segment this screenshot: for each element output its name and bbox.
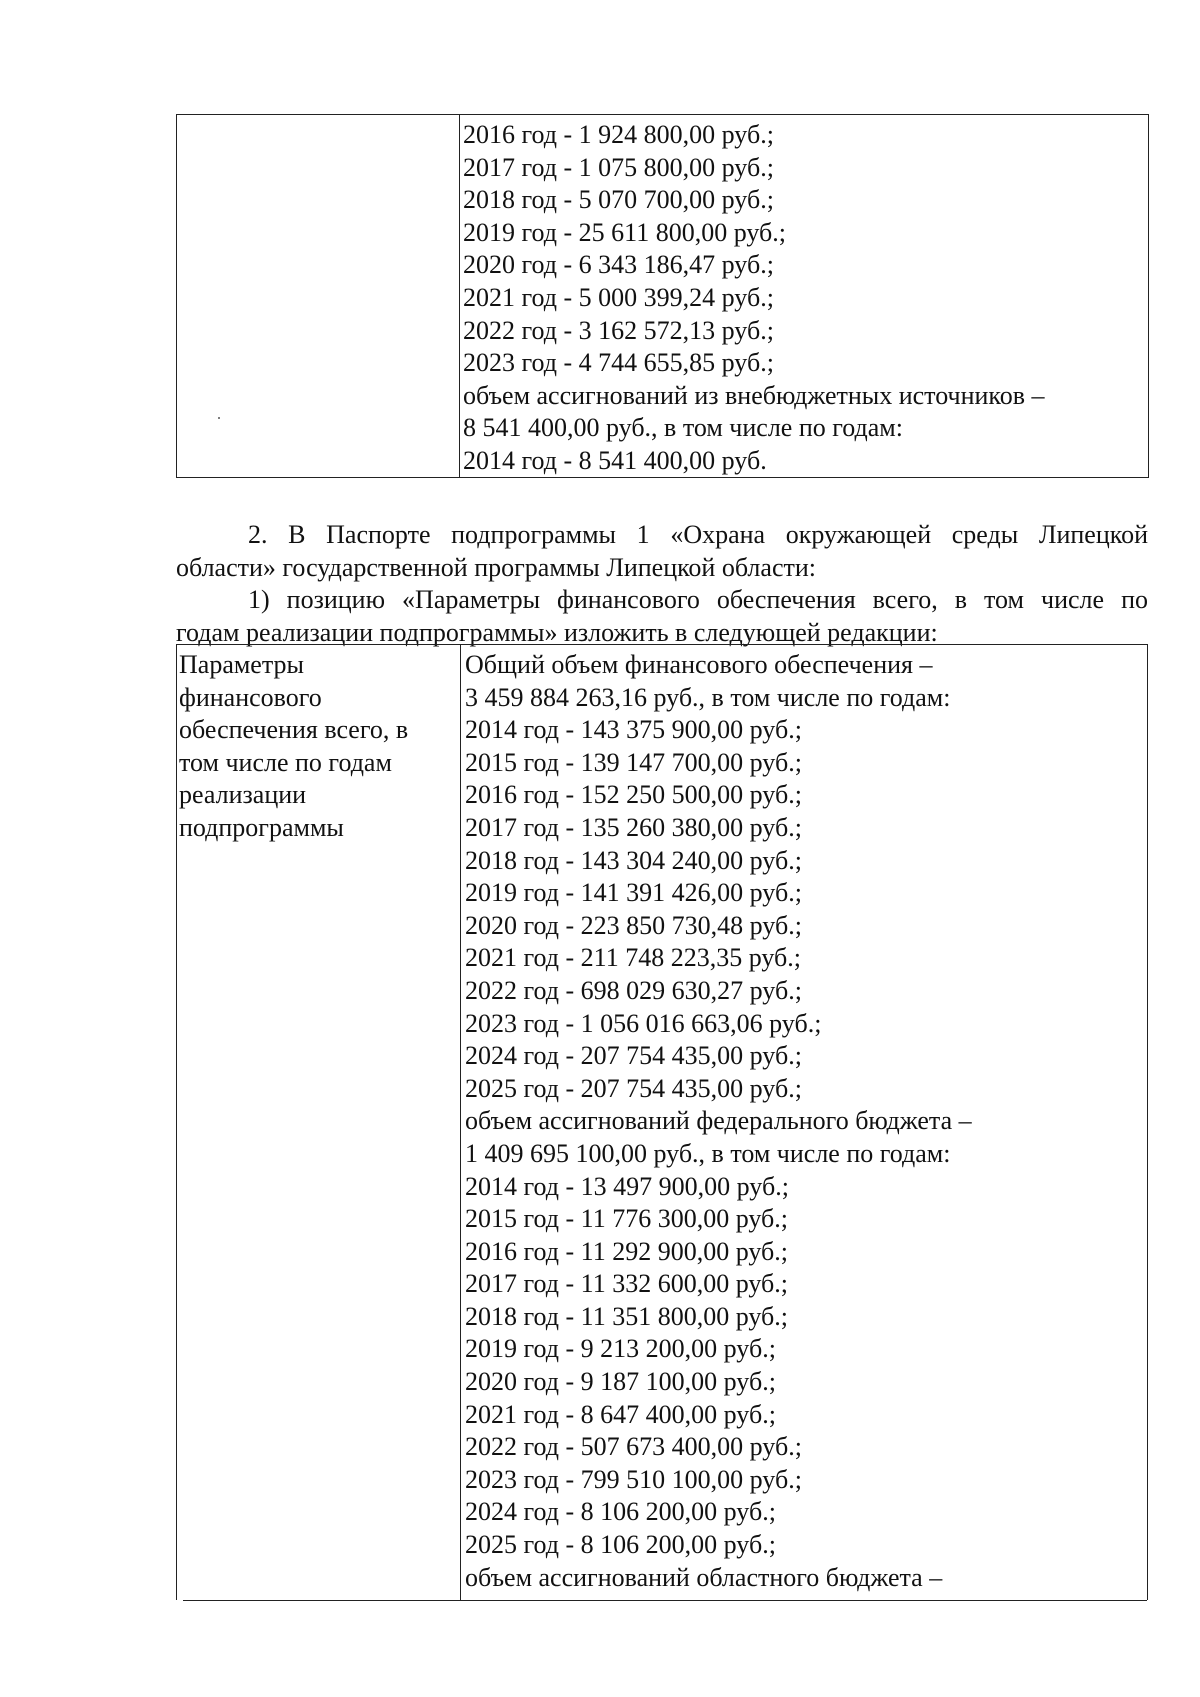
table-line: обеспечения всего, в bbox=[179, 715, 409, 745]
table-line: объем ассигнований из внебюджетных источников – bbox=[463, 380, 1045, 410]
table-cell-funding-values bbox=[465, 649, 1139, 1594]
table-line: 2023 год - 799 510 100,00 руб.; bbox=[465, 1464, 802, 1494]
paragraph-item-2 bbox=[176, 519, 1148, 584]
table-column-divider bbox=[460, 645, 461, 1600]
table-line: 2014 год - 143 375 900,00 руб.; bbox=[465, 715, 802, 745]
table-line: 2022 год - 3 162 572,13 руб.; bbox=[463, 315, 774, 345]
table-line: 2016 год - 11 292 900,00 руб.; bbox=[465, 1236, 788, 1266]
paragraph-line: 1) позицию «Параметры финансового обеспечения всего, в том числе по bbox=[248, 585, 1148, 614]
table-line: 2021 год - 5 000 399,24 руб.; bbox=[463, 282, 774, 312]
funding-table-continuation bbox=[176, 114, 1149, 478]
table-line: том числе по годам bbox=[179, 747, 392, 777]
table-line: 2019 год - 25 611 800,00 руб.; bbox=[463, 217, 786, 247]
table-line: Параметры bbox=[179, 650, 304, 679]
table-line: 2025 год - 207 754 435,00 руб.; bbox=[465, 1073, 802, 1103]
table-cell-funding-values bbox=[463, 119, 1140, 478]
table-line: 2020 год - 6 343 186,47 руб.; bbox=[463, 250, 774, 280]
table-column-divider bbox=[459, 115, 460, 477]
table-line: 2021 год - 8 647 400,00 руб.; bbox=[465, 1399, 776, 1429]
table-line: 2018 год - 11 351 800,00 руб.; bbox=[465, 1301, 788, 1331]
table-line: 2017 год - 11 332 600,00 руб.; bbox=[465, 1269, 788, 1299]
table-line: 2024 год - 8 106 200,00 руб.; bbox=[465, 1497, 776, 1527]
table-cell-parameter-name bbox=[179, 649, 455, 845]
table-line: 3 459 884 263,16 руб., в том числе по годам: bbox=[465, 682, 951, 712]
table-line: 2016 год - 1 924 800,00 руб.; bbox=[463, 120, 774, 149]
table-line: 2022 год - 507 673 400,00 руб.; bbox=[465, 1432, 802, 1462]
table-line: 2019 год - 141 391 426,00 руб.; bbox=[465, 878, 802, 908]
table-line: 2020 год - 9 187 100,00 руб.; bbox=[465, 1367, 776, 1397]
table-line: 2015 год - 139 147 700,00 руб.; bbox=[465, 747, 802, 777]
table-line: 2017 год - 135 260 380,00 руб.; bbox=[465, 812, 802, 842]
table-line: 2022 год - 698 029 630,27 руб.; bbox=[465, 975, 802, 1005]
paragraph-line: 2. В Паспорте подпрограммы 1 «Охрана окружающей среды Липецкой bbox=[248, 520, 1148, 549]
table-line: 1 409 695 100,00 руб., в том числе по годам: bbox=[465, 1138, 951, 1168]
table-line: 2023 год - 4 744 655,85 руб.; bbox=[463, 348, 774, 378]
table-line: подпрограммы bbox=[179, 812, 344, 842]
table-line: 8 541 400,00 руб., в том числе по годам: bbox=[463, 413, 903, 443]
paragraph-line: годам реализации подпрограммы» изложить в следующей редакции: bbox=[176, 617, 938, 647]
table-line: Общий объем финансового обеспечения – bbox=[465, 650, 933, 679]
table-line: 2025 год - 8 106 200,00 руб.; bbox=[465, 1530, 776, 1560]
table-line: финансового bbox=[179, 682, 322, 712]
table-line: 2014 год - 8 541 400,00 руб. bbox=[463, 445, 767, 475]
table-line: объем ассигнований областного бюджета – bbox=[465, 1562, 943, 1592]
table-line: 2021 год - 211 748 223,35 руб.; bbox=[465, 943, 801, 973]
table-bottom-border bbox=[183, 1600, 1147, 1601]
table-line: 2017 год - 1 075 800,00 руб.; bbox=[463, 152, 774, 182]
table-line: 2015 год - 11 776 300,00 руб.; bbox=[465, 1204, 788, 1234]
table-line: 2024 год - 207 754 435,00 руб.; bbox=[465, 1041, 802, 1071]
paragraph-subitem-1 bbox=[176, 584, 1148, 649]
table-line: 2018 год - 143 304 240,00 руб.; bbox=[465, 845, 802, 875]
paragraph-line: области» государственной программы Липецкой области: bbox=[176, 552, 816, 582]
table-line: реализации bbox=[179, 780, 307, 810]
table-line: 2014 год - 13 497 900,00 руб.; bbox=[465, 1171, 789, 1201]
table-line: 2023 год - 1 056 016 663,06 руб.; bbox=[465, 1008, 822, 1038]
funding-parameters-table bbox=[176, 644, 1148, 1600]
table-line: 2018 год - 5 070 700,00 руб.; bbox=[463, 185, 774, 215]
table-line: 2019 год - 9 213 200,00 руб.; bbox=[465, 1334, 776, 1364]
table-line: 2016 год - 152 250 500,00 руб.; bbox=[465, 780, 802, 810]
table-line: 2020 год - 223 850 730,48 руб.; bbox=[465, 910, 802, 940]
table-line: объем ассигнований федерального бюджета – bbox=[465, 1106, 972, 1136]
scan-speck bbox=[218, 417, 220, 419]
